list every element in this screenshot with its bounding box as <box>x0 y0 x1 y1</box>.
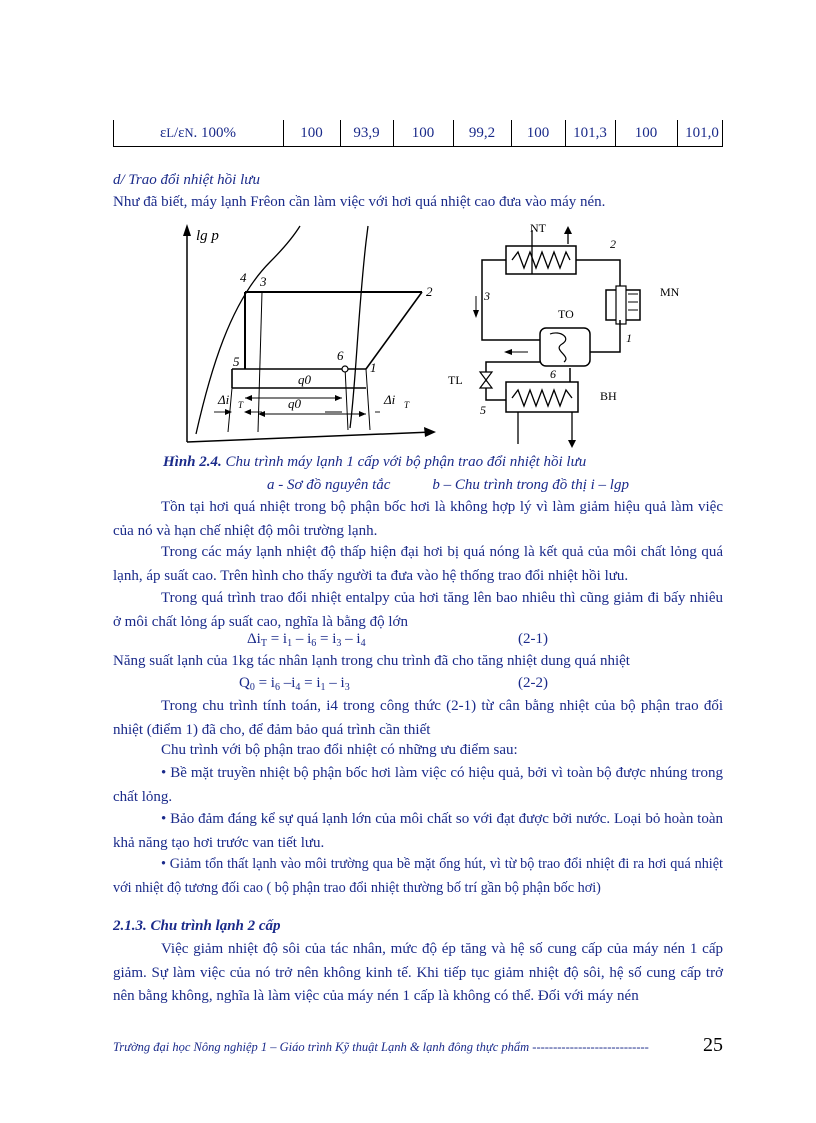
table-cell: 101,0 <box>685 124 719 141</box>
cycle-diagram <box>170 222 440 450</box>
svg-text:4: 4 <box>240 270 247 285</box>
svg-text:6: 6 <box>550 367 556 381</box>
paragraph: Trong quá trình trao đổi nhiệt entalpy của hơi tăng lên bao nhiêu thì cũng giảm đi bấy nhiêu ở môi chất lỏng áp suất cao, nghĩa là bằng độ lớn <box>113 590 723 630</box>
table-cell: 100 <box>411 124 435 141</box>
figure-caption: Hình 2.4. Chu trình máy lạnh 1 cấp với bộ phận trao đổi nhiệt hồi lưu <box>163 454 587 470</box>
paragraph: Việc giảm nhiệt độ sôi của tác nhân, mức độ ép tăng và hệ số cung cấp của máy nén 1 cấp giảm. Sự làm việc của nó trở nên không kinh tế. Khi tiếp tục giảm nhiệt độ sôi, hệ số cung cấp trở nên bằng không, nghĩa là làm việc của máy nén 1 cấp là không có thể. Đối với máy nén <box>113 941 723 1004</box>
svg-text:Δi: Δi <box>218 392 230 407</box>
svg-text:T: T <box>238 400 244 410</box>
svg-text:2: 2 <box>610 237 616 251</box>
section-heading-2-1-3: 2.1.3. Chu trình lạnh 2 cấp <box>113 918 281 934</box>
svg-text:T: T <box>404 400 410 410</box>
svg-text:q0: q0 <box>288 396 301 411</box>
svg-text:3: 3 <box>260 274 267 289</box>
table-divider <box>453 120 454 146</box>
schematic-diagram <box>440 222 710 450</box>
table-cell: 100 <box>634 124 658 141</box>
table-divider <box>677 120 678 146</box>
equation-2-1: $\Delta i_T = i_1 - i_6 = i_3 - i_4$ (2-1) <box>247 631 548 649</box>
svg-text:3: 3 <box>484 289 490 303</box>
table-row <box>113 120 723 147</box>
table-cell: 93,9 <box>353 124 380 141</box>
svg-text:TO: TO <box>558 307 574 321</box>
paragraph: Tồn tại hơi quá nhiệt trong bộ phận bốc hơi là không hợp lý vì làm giảm hiệu quả làm việc của nó và hạn chế nhiệt độ môi trường lạnh. <box>113 499 723 539</box>
svg-text:1: 1 <box>370 360 377 375</box>
equation-2-2: $Q_0 = i_6$ $-i_4 = i_1 - i_3$ (2-2) <box>239 675 548 693</box>
table-cell: 100 <box>300 124 323 141</box>
svg-text:NT: NT <box>530 222 546 235</box>
table-divider <box>511 120 512 146</box>
paragraph: Trong các máy lạnh nhiệt độ thấp hiện đại hơi bị quá nóng là kết quả của môi chất lỏng quá lạnh, áp suất cao. Trên hình cho thấy người ta đưa vào hệ thống trao đổi nhiệt hồi lưu. <box>113 544 723 584</box>
svg-text:TL: TL <box>448 373 463 387</box>
svg-text:q0: q0 <box>298 372 311 387</box>
paragraph: Chu trình với bộ phận trao đổi nhiệt có những ưu điểm sau: <box>161 742 518 758</box>
table-divider <box>340 120 341 146</box>
paragraph: Trong chu trình tính toán, i4 trong công thức (2-1) từ cân bằng nhiệt của bộ phận trao đổi nhiệt (điểm 1) đã cho, để đảm bảo quá trình cần thiết <box>113 698 723 738</box>
bullet-item: • Bảo đảm đáng kể sự quá lạnh lớn của môi chất so với đạt được bởi nước. Loại bỏ hoàn toàn khả năng tạo hơi trước van tiết lưu. <box>113 811 723 851</box>
table-divider <box>565 120 566 146</box>
svg-text:Δi: Δi <box>384 392 396 407</box>
bullet-item: • Giảm tổn thất lạnh vào môi trường qua bề mặt ống hút, vì từ bộ trao đổi nhiệt đi ra hơi quá nhiệt với nhiệt độ tương đối cao ( bộ phận trao đổi nhiệt thường bố trí gần bộ phận bốc hơi) <box>113 856 723 896</box>
table-cell: 100 <box>526 124 550 141</box>
svg-text:BH: BH <box>600 389 617 403</box>
table-divider <box>393 120 394 146</box>
table-cell: 99,2 <box>468 124 496 141</box>
svg-text:MN: MN <box>660 285 680 299</box>
section-heading-d: d/ Trao đổi nhiệt hồi lưu <box>113 172 260 188</box>
paragraph: Năng suất lạnh của 1kg tác nhân lạnh trong chu trình đã cho tăng nhiệt dung quá nhiệt <box>113 653 630 669</box>
svg-text:2: 2 <box>426 284 433 299</box>
bullet-item: • Bề mặt truyền nhiệt bộ phận bốc hơi làm việc có hiệu quả, bởi vì toàn bộ được nhúng trong chất lỏng. <box>113 765 723 805</box>
table-cell: 101,3 <box>573 124 607 141</box>
svg-text:6: 6 <box>337 348 344 363</box>
svg-text:5: 5 <box>233 354 240 369</box>
figure-caption-sub: a - Sơ đồ nguyên tắc b – Chu trình trong đồ thị i – lgp <box>267 477 629 493</box>
table-row-label: ε L /ε N . 100% <box>160 124 236 141</box>
svg-text:5: 5 <box>480 403 486 417</box>
page-number: 25 <box>703 1034 723 1056</box>
section-intro: Như đã biết, máy lạnh Frêon cần làm việc với hơi quá nhiệt cao đưa vào máy nén. <box>113 194 606 210</box>
svg-text:1: 1 <box>626 331 632 345</box>
axis-label-lgp: lg p <box>196 228 219 244</box>
footer-text: Trường đại học Nông nghiệp 1 – Giáo trình Kỹ thuật Lạnh & lạnh đông thực phẩm ---------------------------- <box>113 1040 649 1054</box>
table-divider <box>615 120 616 146</box>
